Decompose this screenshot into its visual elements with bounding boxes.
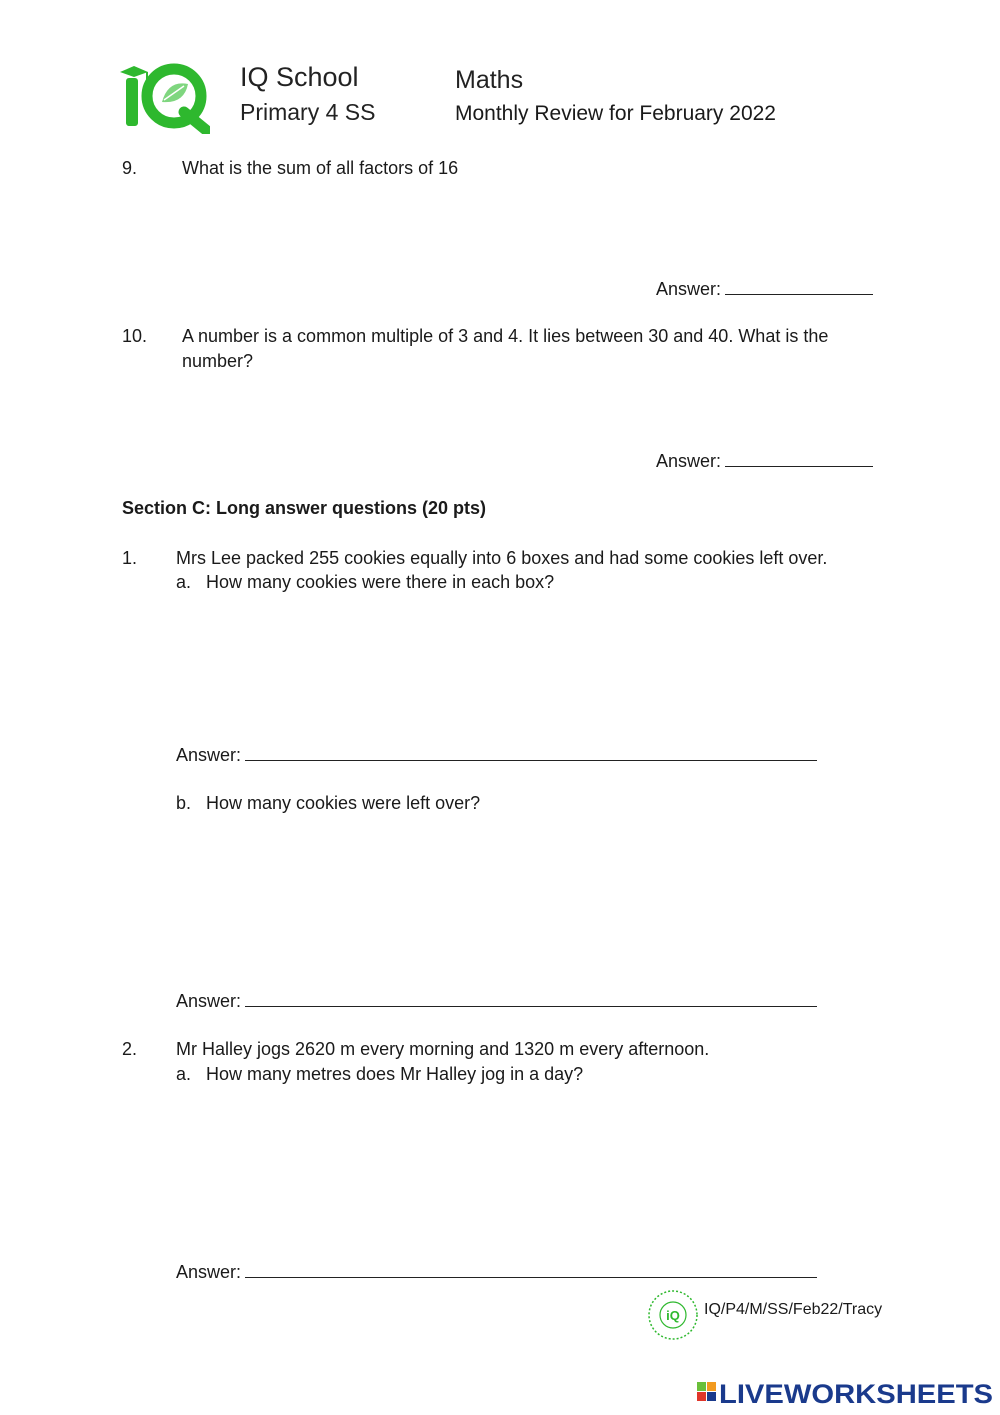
subquestion-text: How many metres does Mr Halley jog in a day?: [206, 1064, 584, 1084]
subquestion-label: a.: [176, 1064, 192, 1084]
answer-line[interactable]: [245, 1259, 817, 1278]
grade-label: Primary 4 SS: [240, 99, 376, 125]
subquestion-label: a.: [176, 572, 192, 592]
question-text: Mr Halley jogs 2620 m every morning and 1320 m every afternoon.: [176, 1039, 710, 1059]
iq-school-logo: [118, 58, 210, 134]
answer-row: [176, 1259, 817, 1283]
liveworksheets-logo[interactable]: [697, 1376, 995, 1410]
answer-label: Answer:: [176, 745, 242, 765]
question-number: 10.: [122, 326, 148, 346]
svg-text:iQ: iQ: [666, 1308, 680, 1323]
review-title: Monthly Review for February 2022: [455, 102, 776, 125]
answer-row: [656, 448, 873, 472]
approval-stamp: [646, 1288, 700, 1342]
question-text-line1: A number is a common multiple of 3 and 4. It lies between 30 and 40. What is the: [182, 326, 829, 346]
answer-line[interactable]: [245, 988, 817, 1007]
answer-label: Answer:: [656, 279, 722, 299]
svg-text:LIVEWORKSHEETS: LIVEWORKSHEETS: [719, 1379, 993, 1409]
question-number: 1.: [122, 548, 138, 568]
question-text: What is the sum of all factors of 16: [182, 158, 459, 178]
answer-row: [656, 276, 873, 300]
section-title: Section C: Long answer questions (20 pts): [122, 498, 487, 518]
answer-line[interactable]: [725, 276, 873, 295]
document-code: IQ/P4/M/SS/Feb22/Tracy: [704, 1301, 883, 1318]
school-name: IQ School: [240, 62, 359, 92]
subject-label: Maths: [455, 66, 524, 94]
question-text: Mrs Lee packed 255 cookies equally into 6 boxes and had some cookies left over.: [176, 548, 828, 568]
answer-row: [176, 742, 817, 766]
answer-row: [176, 988, 817, 1012]
subquestion-text: How many cookies were left over?: [206, 793, 481, 813]
answer-line[interactable]: [245, 742, 817, 761]
subquestion-text: How many cookies were there in each box?: [206, 572, 555, 592]
question-text-line2: number?: [182, 351, 254, 371]
question-number: 2.: [122, 1039, 138, 1059]
answer-label: Answer:: [176, 991, 242, 1011]
subquestion-label: b.: [176, 793, 192, 813]
answer-line[interactable]: [725, 448, 873, 467]
question-number: 9.: [122, 158, 138, 178]
answer-label: Answer:: [176, 1262, 242, 1282]
answer-label: Answer:: [656, 451, 722, 471]
